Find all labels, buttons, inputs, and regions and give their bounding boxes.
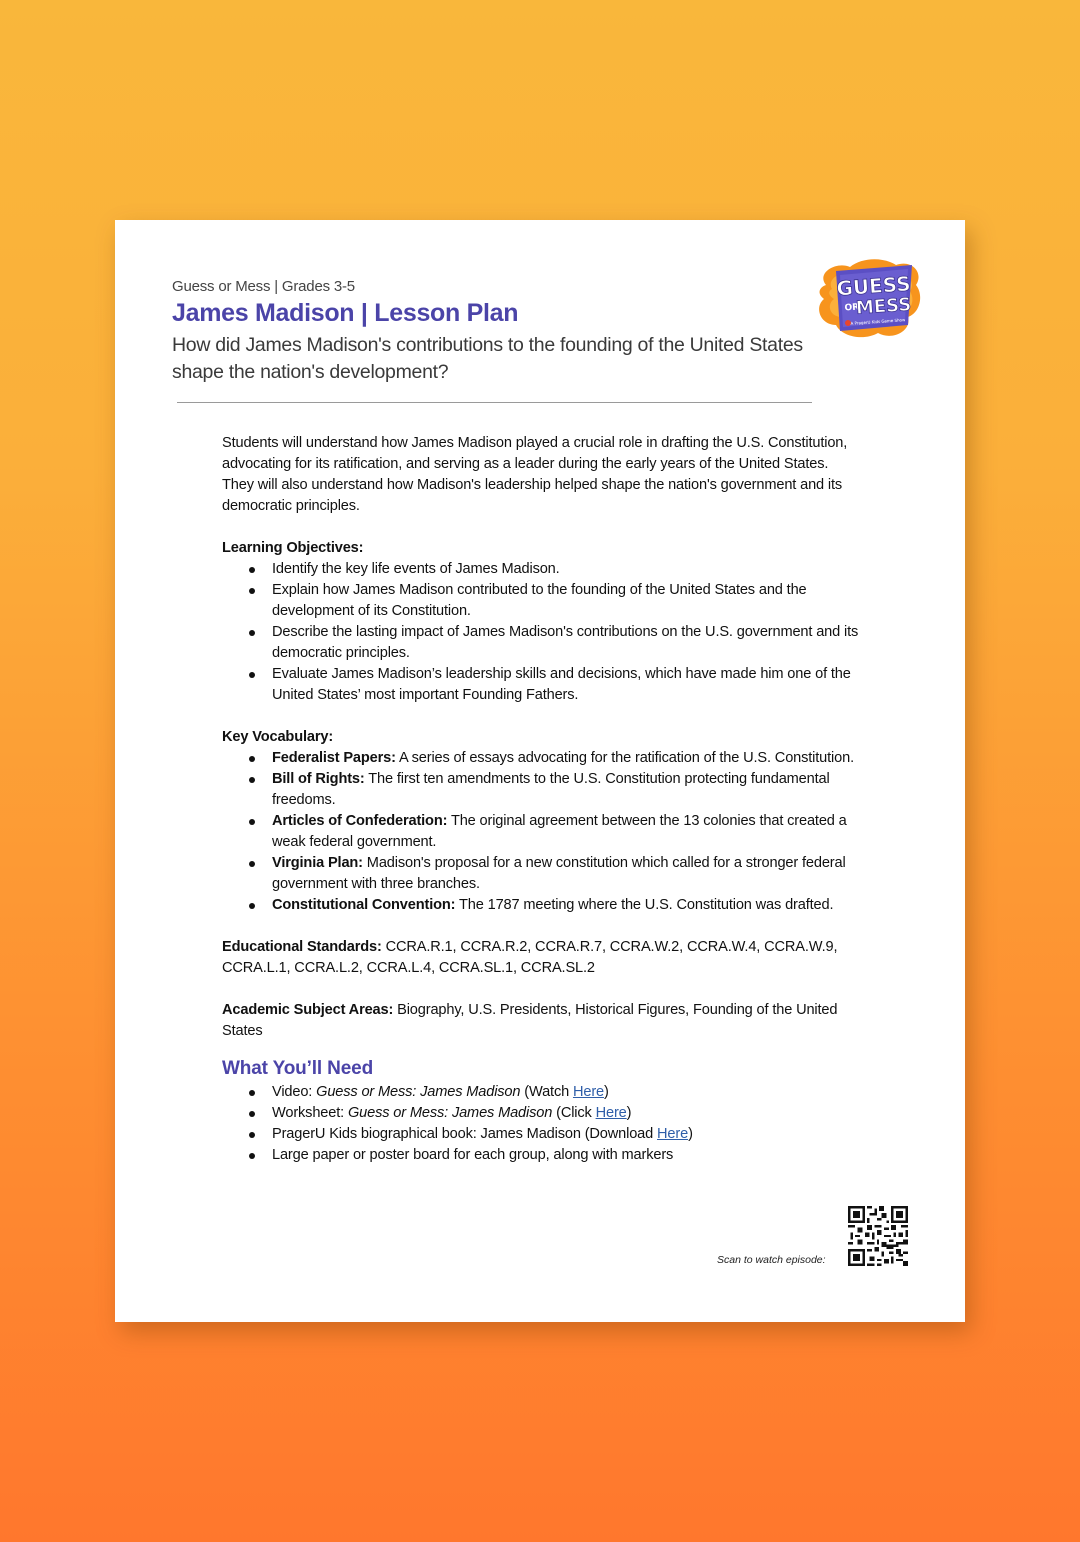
bullet-icon xyxy=(249,630,255,636)
material-title: Guess or Mess: James Madison xyxy=(347,1105,553,1121)
vocabulary-heading: Key Vocabulary: xyxy=(222,729,334,745)
lesson-plan-page xyxy=(115,220,965,1322)
vocabulary-definition: Madison's proposal for a new constitution which called for a stronger federal government with three branches. xyxy=(272,855,846,892)
vocabulary-item xyxy=(222,853,862,895)
objective-text: Evaluate James Madison’s leadership skills and decisions, which have made him one of the United States’ most important Founding Fathers. xyxy=(272,666,851,703)
material-text: ) xyxy=(688,1126,693,1142)
vocabulary-term: Bill of Rights: xyxy=(272,771,365,787)
bullet-icon xyxy=(249,1153,255,1159)
logo-tagline: A PragerU Kids Game Show xyxy=(850,317,906,326)
logo-line3: MESS xyxy=(855,294,912,319)
logo-line2: OR xyxy=(844,302,860,314)
objective-text: Identify the key life events of James Madison. xyxy=(272,561,560,577)
logo-line1: GUESS xyxy=(835,271,912,301)
objective-item xyxy=(222,559,862,580)
qr-caption: Scan to watch episode: xyxy=(717,1254,826,1266)
material-text: (Click xyxy=(552,1105,596,1121)
essential-question: How did James Madison's contributions to the founding of the United States shape the nation's development? xyxy=(172,334,803,383)
objective-item xyxy=(222,580,862,622)
series-grade-label: Guess or Mess | Grades 3-5 xyxy=(172,278,355,295)
vocabulary-definition: The original agreement between the 13 colonies that created a weak federal government. xyxy=(272,813,847,850)
material-text: Large paper or poster board for each group, along with markers xyxy=(272,1147,674,1163)
material-text: PragerU Kids biographical book: James Madison (Download xyxy=(272,1126,658,1142)
material-text: Video: xyxy=(272,1084,317,1100)
bullet-icon xyxy=(249,903,255,909)
bullet-icon xyxy=(249,777,255,783)
vocabulary-definition: The first ten amendments to the U.S. Constitution protecting fundamental freedoms. xyxy=(272,771,830,808)
academic-subject-areas xyxy=(222,1000,862,1042)
materials-heading: What You’ll Need xyxy=(222,1058,374,1079)
vocabulary-definition: The 1787 meeting where the U.S. Constitution was drafted. xyxy=(455,897,834,913)
objective-text: Explain how James Madison contributed to the founding of the United States and the development of its Constitution. xyxy=(272,582,807,619)
standards-label: Educational Standards: xyxy=(222,939,382,955)
vocabulary-list xyxy=(222,748,862,916)
vocabulary-item xyxy=(222,811,862,853)
objectives-heading: Learning Objectives: xyxy=(222,540,364,556)
material-item xyxy=(222,1124,862,1145)
vocabulary-term: Federalist Papers: xyxy=(272,750,396,766)
vocabulary-term: Articles of Confederation: xyxy=(272,813,448,829)
material-item xyxy=(222,1082,862,1103)
vocabulary-term: Virginia Plan: xyxy=(272,855,363,871)
bullet-icon xyxy=(249,1111,255,1117)
worksheet-link[interactable]: Here xyxy=(595,1105,627,1121)
material-title: Guess or Mess: James Madison xyxy=(316,1084,521,1100)
bullet-icon xyxy=(249,861,255,867)
standards-value: CCRA.R.1, CCRA.R.2, CCRA.R.7, CCRA.W.2, CCRA.W.4, CCRA.W.9, CCRA.L.1, CCRA.L.2, CCRA.L.4, CCRA.SL.1, CCRA.SL.2 xyxy=(222,939,838,976)
watch-video-link[interactable]: Here xyxy=(572,1084,605,1100)
material-text: ) xyxy=(626,1105,632,1121)
objective-item xyxy=(222,622,862,664)
download-book-link[interactable]: Here xyxy=(657,1126,689,1142)
bullet-icon xyxy=(249,588,255,594)
objectives-list xyxy=(222,559,862,706)
material-item xyxy=(222,1145,862,1166)
vocabulary-term: Constitutional Convention: xyxy=(272,897,456,913)
bullet-icon xyxy=(249,756,255,762)
bullet-icon xyxy=(249,819,255,825)
materials-list xyxy=(222,1082,862,1166)
bullet-icon xyxy=(249,672,255,678)
material-text: (Watch xyxy=(520,1084,573,1100)
page-title: James Madison | Lesson Plan xyxy=(172,299,519,327)
objective-text: Describe the lasting impact of James Madison's contributions on the U.S. government and its democratic principles. xyxy=(272,624,859,661)
subjects-label: Academic Subject Areas: xyxy=(222,1002,394,1018)
guess-or-mess-logo xyxy=(812,255,924,341)
vocabulary-item xyxy=(222,748,862,769)
bullet-icon xyxy=(249,1090,255,1096)
subjects-value: Biography, U.S. Presidents, Historical Figures, Founding of the United States xyxy=(222,1002,838,1039)
vocabulary-definition: A series of essays advocating for the ratification of the U.S. Constitution. xyxy=(395,750,854,766)
material-text: Worksheet: xyxy=(272,1105,348,1121)
educational-standards xyxy=(222,937,862,979)
bullet-icon xyxy=(249,567,255,573)
lesson-overview: Students will understand how James Madison played a crucial role in drafting the U.S. Constitution, advocating for its ratification, and serving as a leader during the early years of the United States. They will also understand how Madison's leadership helped shape the nation's government and its democratic principles. xyxy=(222,435,848,514)
header-divider xyxy=(177,402,812,403)
material-text: ) xyxy=(604,1084,609,1100)
qr-code[interactable] xyxy=(848,1206,908,1266)
objective-item xyxy=(222,664,862,706)
material-item xyxy=(222,1103,862,1124)
lesson-body xyxy=(222,433,862,1166)
vocabulary-item xyxy=(222,895,862,916)
vocabulary-item xyxy=(222,769,862,811)
bullet-icon xyxy=(249,1132,255,1138)
